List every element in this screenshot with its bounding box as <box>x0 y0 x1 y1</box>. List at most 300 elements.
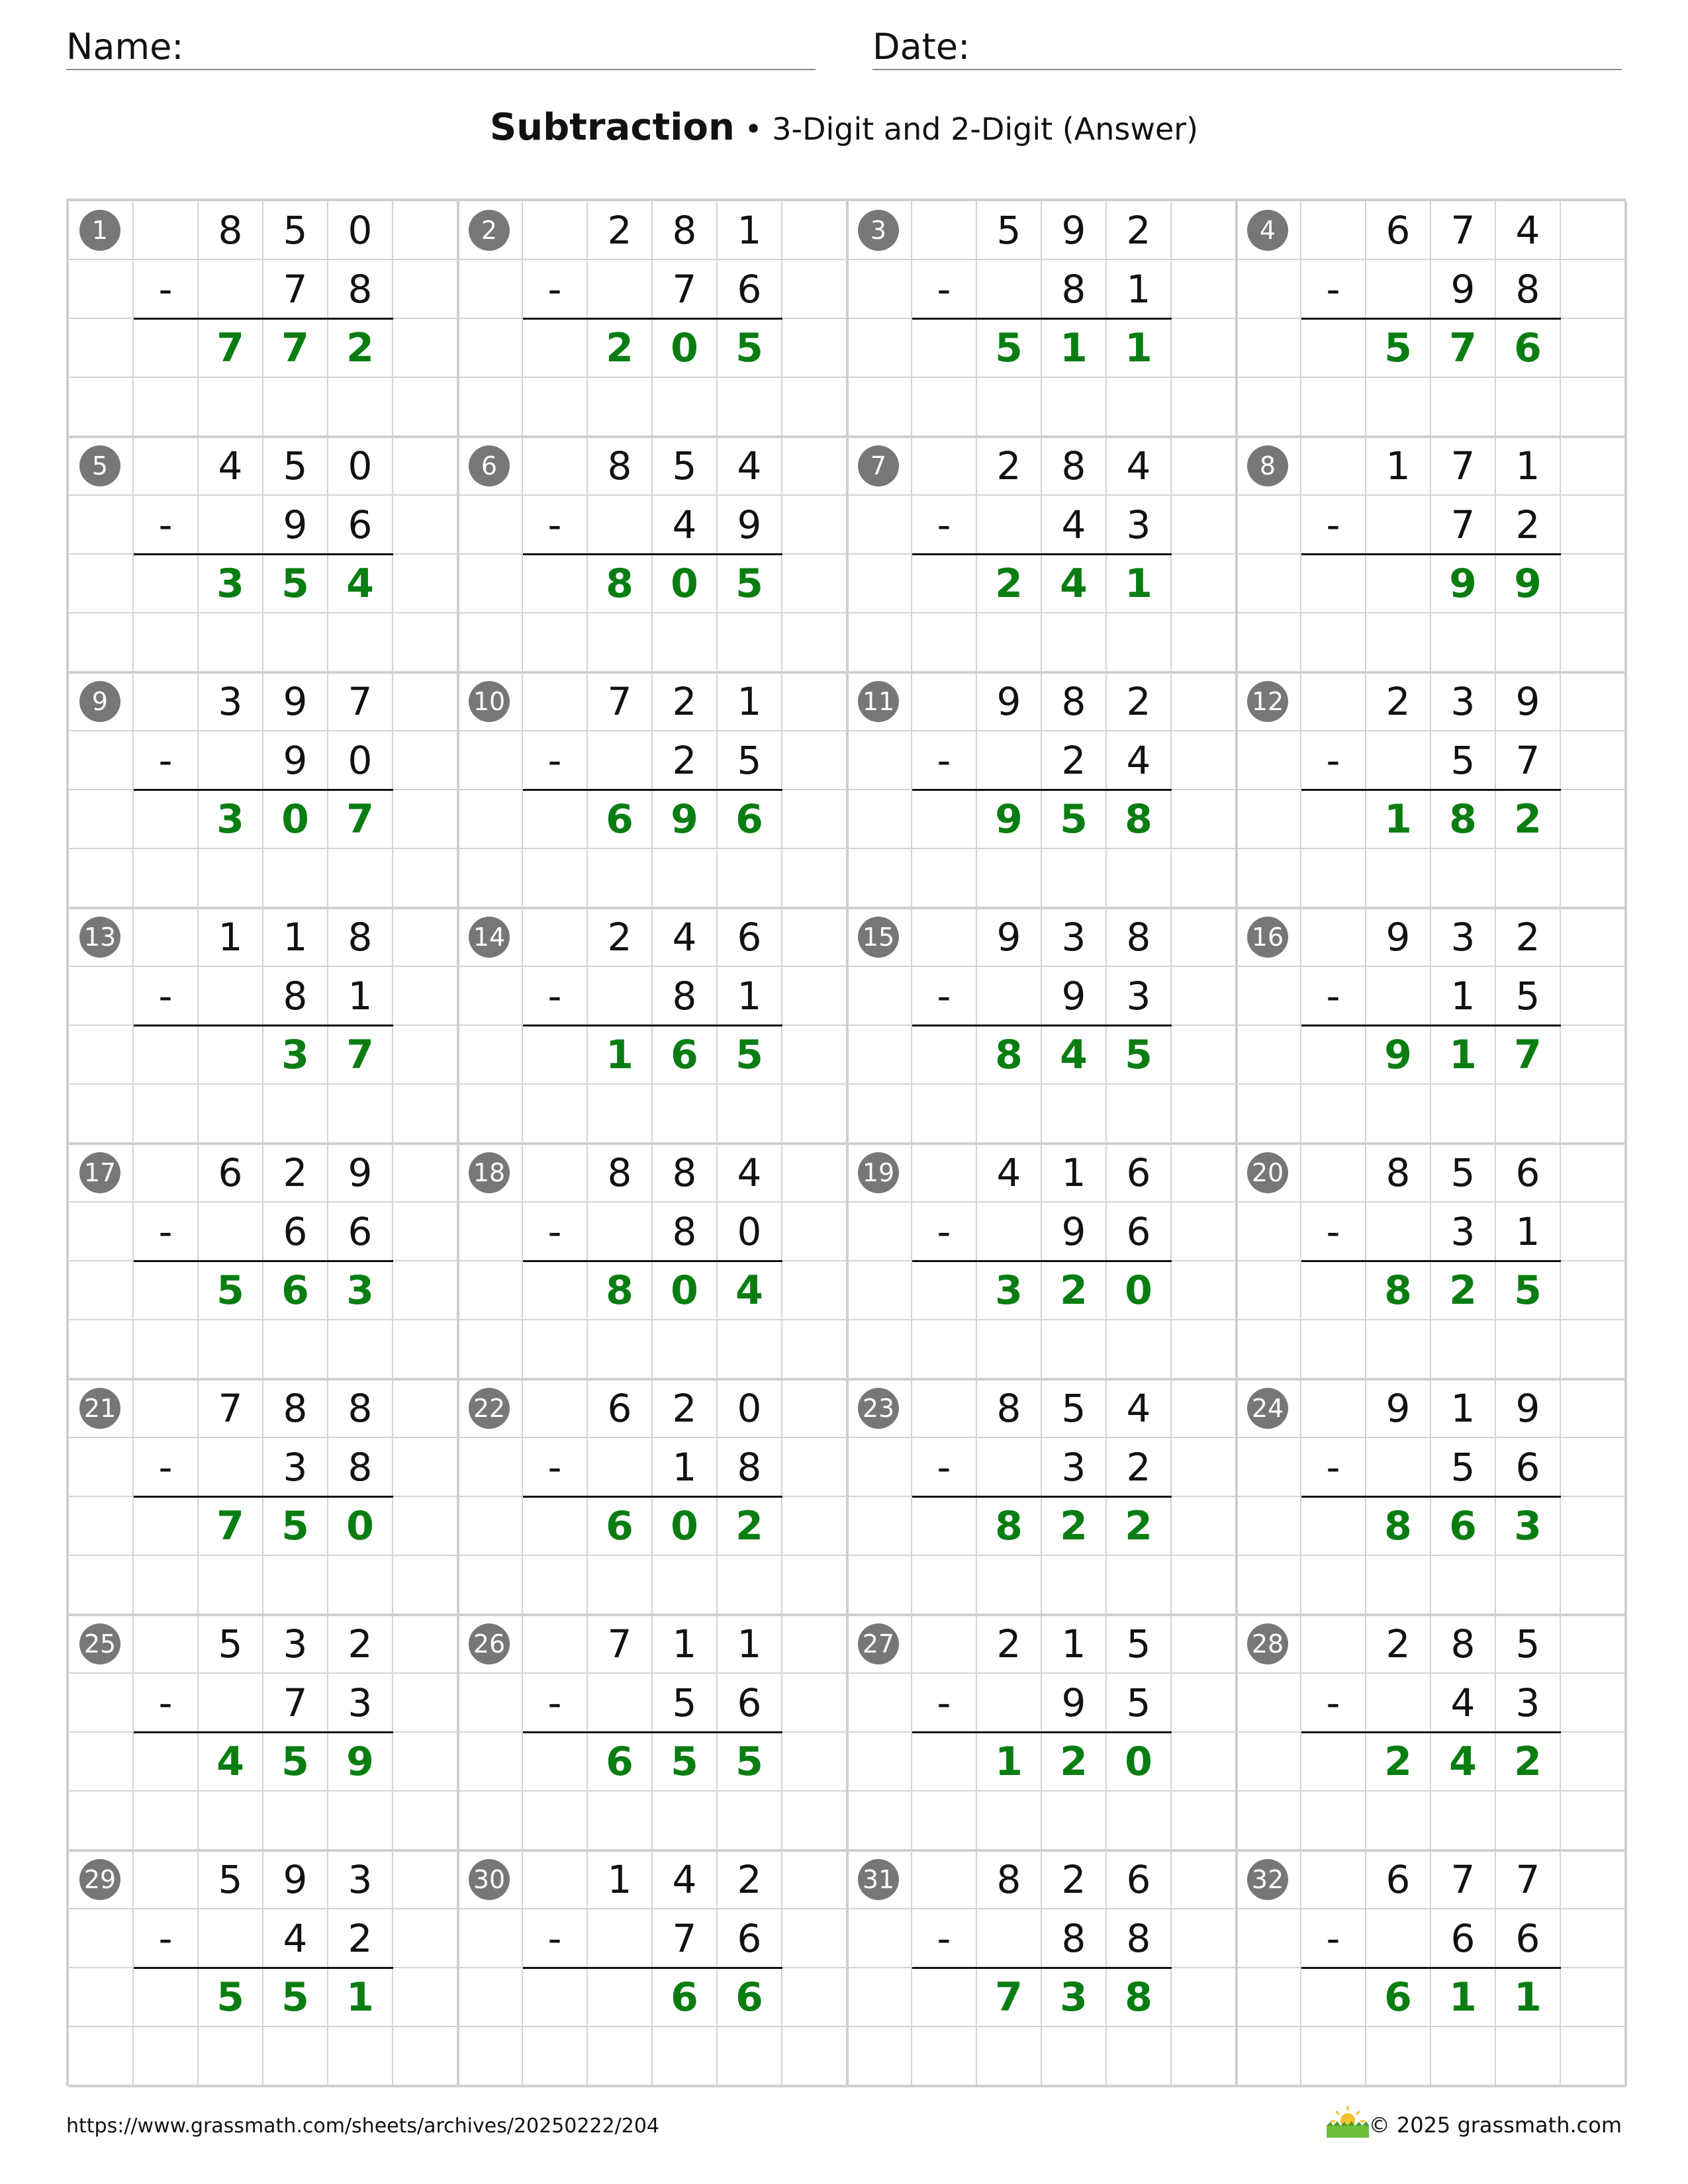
minus-sign: - <box>134 1438 199 1497</box>
subtrahend-digit: 8 <box>328 260 393 319</box>
answer-digit[interactable]: 4 <box>1042 1026 1107 1085</box>
answer-digit[interactable]: 7 <box>1431 319 1496 378</box>
minus-sign: - <box>912 1909 977 1968</box>
grid-cell <box>199 2027 263 2086</box>
grid-cell <box>1496 1792 1561 1850</box>
answer-rule-line <box>523 1496 782 1498</box>
answer-digit[interactable]: 5 <box>1107 1026 1172 1085</box>
grid-cell <box>912 790 977 849</box>
grid-cell <box>458 849 523 908</box>
answer-digit[interactable]: 5 <box>718 319 782 378</box>
grid-cell <box>782 672 847 731</box>
grid-cell <box>782 1792 847 1850</box>
grid-cell <box>1301 614 1366 672</box>
problem-19 <box>847 1144 1237 1379</box>
grid-cell <box>1237 378 1301 437</box>
grid-cell <box>1237 1968 1301 2027</box>
grid-cell <box>1042 1085 1107 1144</box>
answer-digit[interactable]: 5 <box>199 1261 263 1320</box>
grid-cell <box>458 555 523 614</box>
grid-cell <box>1042 849 1107 908</box>
answer-digit[interactable]: 7 <box>977 1968 1042 2027</box>
grid-cell <box>1301 1379 1366 1438</box>
grid-cell <box>199 1085 263 1144</box>
answer-digit[interactable]: 1 <box>1366 790 1431 849</box>
answer-digit[interactable]: 2 <box>328 319 393 378</box>
grid-cell <box>782 790 847 849</box>
answer-digit[interactable]: 5 <box>718 1733 782 1792</box>
grid-cell <box>847 731 912 790</box>
grid-cell <box>1237 1085 1301 1144</box>
answer-rule-line <box>912 789 1172 791</box>
problem-number-badge: 1 <box>79 210 120 251</box>
problem-number-badge: 27 <box>858 1623 899 1664</box>
problem-number-badge: 30 <box>469 1859 510 1900</box>
minuend-digit: 2 <box>977 437 1042 496</box>
grid-cell <box>847 1026 912 1085</box>
grid-cell <box>1042 614 1107 672</box>
grid-cell <box>718 2027 782 2086</box>
answer-digit[interactable]: 3 <box>328 1261 393 1320</box>
date-field[interactable] <box>872 24 1622 70</box>
answer-digit[interactable]: 6 <box>263 1261 328 1320</box>
answer-digit[interactable]: 5 <box>1366 319 1431 378</box>
grid-cell <box>718 378 782 437</box>
answer-digit[interactable]: 6 <box>1496 319 1561 378</box>
problem-number-badge: 4 <box>1247 210 1288 251</box>
grid-cell <box>199 1909 263 1968</box>
minuend-digit: 6 <box>1107 1850 1172 1909</box>
grid-cell <box>1561 496 1626 555</box>
minuend-digit: 0 <box>718 1379 782 1438</box>
grid-cell <box>588 614 653 672</box>
minuend-digit: 8 <box>977 1850 1042 1909</box>
grid-cell <box>1301 790 1366 849</box>
grid-cell <box>393 201 458 260</box>
grid-cell <box>458 260 523 319</box>
grid-cell <box>1172 319 1237 378</box>
answer-digit[interactable]: 7 <box>328 1026 393 1085</box>
minuend-digit: 2 <box>328 1615 393 1674</box>
grid-cell <box>847 1261 912 1320</box>
grid-cell <box>782 731 847 790</box>
grid-cell <box>69 1556 134 1615</box>
grid-cell <box>847 1674 912 1733</box>
grid-cell <box>458 1026 523 1085</box>
grid-cell <box>912 1379 977 1438</box>
answer-digit[interactable]: 6 <box>1366 1968 1431 2027</box>
grid-cell <box>782 1085 847 1144</box>
problem-number-badge: 22 <box>469 1388 510 1429</box>
answer-digit[interactable]: 8 <box>1366 1497 1431 1556</box>
answer-digit[interactable]: 7 <box>199 1497 263 1556</box>
answer-digit[interactable]: 3 <box>199 790 263 849</box>
answer-digit[interactable]: 5 <box>1042 790 1107 849</box>
block-divider-horizontal <box>69 671 1626 674</box>
grid-cell <box>523 437 588 496</box>
grid-cell <box>263 1556 328 1615</box>
answer-digit[interactable]: 6 <box>653 1026 718 1085</box>
grid-cell <box>393 1792 458 1850</box>
minuend-digit: 4 <box>977 1144 1042 1203</box>
subtrahend-digit: 3 <box>263 1438 328 1497</box>
answer-digit[interactable]: 0 <box>653 1497 718 1556</box>
grid-cell <box>1496 1085 1561 1144</box>
grid-cell <box>1107 614 1172 672</box>
grid-cell <box>393 849 458 908</box>
problem-number-badge: 9 <box>79 681 120 722</box>
grid-cell <box>782 1438 847 1497</box>
answer-digit[interactable]: 8 <box>1431 790 1496 849</box>
grid-cell <box>69 1438 134 1497</box>
answer-digit[interactable]: 6 <box>653 1968 718 2027</box>
answer-digit[interactable]: 2 <box>977 555 1042 614</box>
grid-cell <box>847 1733 912 1792</box>
minuend-digit: 0 <box>328 437 393 496</box>
answer-digit[interactable]: 0 <box>328 1497 393 1556</box>
grid-cell <box>912 378 977 437</box>
problem-number-badge: 15 <box>858 917 899 958</box>
grid-cell <box>263 1085 328 1144</box>
subtrahend-digit: 6 <box>328 496 393 555</box>
problem-24 <box>1237 1379 1626 1615</box>
problem-number-badge: 18 <box>469 1152 510 1193</box>
answer-digit[interactable]: 4 <box>1431 1733 1496 1792</box>
subtrahend-digit: 4 <box>1431 1674 1496 1733</box>
answer-digit[interactable]: 1 <box>1042 319 1107 378</box>
grid-cell <box>1172 1320 1237 1379</box>
minuend-digit: 8 <box>1042 672 1107 731</box>
answer-digit[interactable]: 5 <box>199 1968 263 2027</box>
grid-cell <box>588 1085 653 1144</box>
grid-cell <box>653 1320 718 1379</box>
grid-cell <box>718 1320 782 1379</box>
answer-digit[interactable]: 3 <box>977 1261 1042 1320</box>
minuend-digit: 1 <box>718 201 782 260</box>
grid-cell <box>912 1968 977 2027</box>
grid-cell <box>458 1674 523 1733</box>
minuend-digit: 5 <box>1107 1615 1172 1674</box>
grid-cell <box>69 319 134 378</box>
grid-cell <box>588 378 653 437</box>
answer-digit[interactable]: 2 <box>1496 790 1561 849</box>
minuend-digit: 5 <box>199 1615 263 1674</box>
answer-digit[interactable]: 5 <box>263 1968 328 2027</box>
answer-digit[interactable]: 9 <box>1496 555 1561 614</box>
grid-cell <box>1301 437 1366 496</box>
grid-cell <box>393 1026 458 1085</box>
grid-cell <box>1107 1085 1172 1144</box>
minuend-digit: 9 <box>1366 1379 1431 1438</box>
answer-digit[interactable]: 2 <box>1042 1733 1107 1792</box>
problem-number-badge: 24 <box>1247 1388 1288 1429</box>
answer-digit[interactable]: 3 <box>1496 1497 1561 1556</box>
minuend-digit: 2 <box>1366 672 1431 731</box>
answer-digit[interactable]: 9 <box>653 790 718 849</box>
minuend-digit: 3 <box>1431 672 1496 731</box>
answer-rule-line <box>523 318 782 320</box>
answer-digit[interactable]: 1 <box>1431 1968 1496 2027</box>
grid-cell <box>523 790 588 849</box>
grid-cell <box>782 378 847 437</box>
grid-cell <box>1172 1850 1237 1909</box>
answer-digit[interactable]: 5 <box>263 555 328 614</box>
grid-cell <box>1172 555 1237 614</box>
subtrahend-digit: 6 <box>718 260 782 319</box>
answer-digit[interactable]: 4 <box>718 1261 782 1320</box>
grid-cell <box>1172 908 1237 967</box>
grid-cell <box>1237 496 1301 555</box>
minus-sign: - <box>523 260 588 319</box>
minus-sign: - <box>523 731 588 790</box>
problem-31 <box>847 1850 1237 2086</box>
minuend-digit: 8 <box>588 437 653 496</box>
grid-cell <box>1431 614 1496 672</box>
grid-cell <box>134 1085 199 1144</box>
answer-digit[interactable]: 4 <box>1042 555 1107 614</box>
grid-cell <box>1237 319 1301 378</box>
grid-cell <box>1237 2027 1301 2086</box>
minuend-digit: 5 <box>1431 1144 1496 1203</box>
answer-digit[interactable]: 1 <box>1107 555 1172 614</box>
answer-digit[interactable]: 7 <box>199 319 263 378</box>
grid-cell <box>263 1792 328 1850</box>
answer-digit[interactable]: 6 <box>718 1968 782 2027</box>
grid-cell <box>1237 1909 1301 1968</box>
answer-rule-line <box>134 1496 393 1498</box>
grid-cell <box>1366 1674 1431 1733</box>
grid-cell <box>134 2027 199 2086</box>
grid-cell <box>393 908 458 967</box>
minuend-digit: 8 <box>1366 1144 1431 1203</box>
answer-digit[interactable]: 1 <box>1431 1026 1496 1085</box>
subtrahend-digit: 9 <box>1042 1674 1107 1733</box>
answer-digit[interactable]: 6 <box>588 1733 653 1792</box>
answer-digit[interactable]: 1 <box>588 1026 653 1085</box>
answer-digit[interactable]: 3 <box>1042 1968 1107 2027</box>
answer-digit[interactable]: 5 <box>718 555 782 614</box>
answer-digit[interactable]: 9 <box>1366 1026 1431 1085</box>
answer-digit[interactable]: 4 <box>328 555 393 614</box>
answer-digit[interactable]: 2 <box>1042 1497 1107 1556</box>
answer-digit[interactable]: 1 <box>1107 319 1172 378</box>
minuend-digit: 2 <box>653 672 718 731</box>
grid-cell <box>718 1556 782 1615</box>
grid-cell <box>1561 1556 1626 1615</box>
subtrahend-digit: 9 <box>1042 967 1107 1026</box>
answer-digit[interactable]: 2 <box>718 1497 782 1556</box>
grid-cell <box>199 1026 263 1085</box>
problem-5 <box>69 437 458 672</box>
answer-digit[interactable]: 8 <box>588 1261 653 1320</box>
answer-digit[interactable]: 8 <box>588 555 653 614</box>
grid-cell <box>847 1909 912 1968</box>
grid-cell <box>912 201 977 260</box>
answer-digit[interactable]: 2 <box>1496 1733 1561 1792</box>
answer-digit[interactable]: 0 <box>653 1261 718 1320</box>
answer-rule-line <box>523 789 782 791</box>
subtrahend-digit: 7 <box>653 260 718 319</box>
problem-number-badge: 8 <box>1247 445 1288 486</box>
grid-cell <box>1172 1792 1237 1850</box>
answer-digit[interactable]: 5 <box>718 1026 782 1085</box>
minuend-digit: 2 <box>263 1144 328 1203</box>
answer-digit[interactable]: 4 <box>199 1733 263 1792</box>
answer-digit[interactable]: 5 <box>653 1733 718 1792</box>
answer-digit[interactable]: 6 <box>588 790 653 849</box>
answer-digit[interactable]: 2 <box>588 319 653 378</box>
grid-cell <box>718 849 782 908</box>
grid-cell <box>393 1968 458 2027</box>
problem-9 <box>69 672 458 908</box>
answer-rule-line <box>912 1967 1172 1969</box>
answer-rule-line <box>134 553 393 555</box>
answer-digit[interactable]: 6 <box>1431 1497 1496 1556</box>
grid-cell <box>393 555 458 614</box>
grid-cell <box>1172 1556 1237 1615</box>
minuend-digit: 4 <box>1107 437 1172 496</box>
grid-cell <box>458 496 523 555</box>
answer-digit[interactable]: 1 <box>328 1968 393 2027</box>
answer-digit[interactable]: 7 <box>263 319 328 378</box>
grid-cell <box>458 1792 523 1850</box>
grid-cell <box>69 496 134 555</box>
answer-digit[interactable]: 0 <box>1107 1261 1172 1320</box>
grid-cell <box>1042 1556 1107 1615</box>
grid-cell <box>1561 731 1626 790</box>
footer-url[interactable]: https://www.grassmath.com/sheets/archives/20250222/204 <box>66 2115 660 2138</box>
answer-digit[interactable]: 8 <box>1107 1968 1172 2027</box>
grid-cell <box>588 731 653 790</box>
grid-cell <box>1366 1556 1431 1615</box>
minuend-digit: 4 <box>653 908 718 967</box>
answer-digit[interactable]: 2 <box>1042 1261 1107 1320</box>
grid-cell <box>134 1320 199 1379</box>
grid-cell <box>588 1556 653 1615</box>
grid-cell <box>1366 1320 1431 1379</box>
grid-cell <box>912 1085 977 1144</box>
answer-digit[interactable]: 0 <box>263 790 328 849</box>
footer-copyright: © 2025 grassmath.com <box>1368 2113 1622 2138</box>
problem-15 <box>847 908 1237 1144</box>
minuend-digit: 4 <box>199 437 263 496</box>
answer-rule-line <box>912 1496 1172 1498</box>
answer-digit[interactable]: 1 <box>1496 1968 1561 2027</box>
grid-cell <box>1561 378 1626 437</box>
problem-17 <box>69 1144 458 1379</box>
grid-cell <box>1366 849 1431 908</box>
minuend-digit: 5 <box>1496 1615 1561 1674</box>
answer-rule-line <box>523 1731 782 1733</box>
grid-cell <box>69 1968 134 2027</box>
grid-cell <box>1237 790 1301 849</box>
grid-cell <box>523 1379 588 1438</box>
answer-digit[interactable]: 9 <box>977 790 1042 849</box>
answer-digit[interactable]: 7 <box>1496 1026 1561 1085</box>
answer-digit[interactable]: 5 <box>1496 1261 1561 1320</box>
answer-digit[interactable]: 5 <box>263 1733 328 1792</box>
grid-cell <box>847 1968 912 2027</box>
minuend-digit: 2 <box>718 1850 782 1909</box>
answer-digit[interactable]: 2 <box>1431 1261 1496 1320</box>
minus-sign: - <box>134 967 199 1026</box>
minuend-digit: 1 <box>199 908 263 967</box>
grid-cell <box>1301 1556 1366 1615</box>
grid-cell <box>1301 201 1366 260</box>
grid-cell <box>1172 1085 1237 1144</box>
problem-28 <box>1237 1615 1626 1850</box>
subtrahend-digit: 8 <box>718 1438 782 1497</box>
grid-cell <box>134 908 199 967</box>
answer-digit[interactable]: 8 <box>1107 790 1172 849</box>
answer-digit[interactable]: 8 <box>977 1497 1042 1556</box>
subtrahend-digit: 2 <box>653 731 718 790</box>
answer-digit[interactable]: 2 <box>1366 1733 1431 1792</box>
name-field[interactable] <box>66 24 816 70</box>
minuend-digit: 4 <box>1107 1379 1172 1438</box>
answer-digit[interactable]: 0 <box>1107 1733 1172 1792</box>
minuend-digit: 7 <box>1431 1850 1496 1909</box>
answer-digit[interactable]: 3 <box>199 555 263 614</box>
answer-digit[interactable]: 5 <box>263 1497 328 1556</box>
grid-cell <box>1301 319 1366 378</box>
grid-cell <box>523 1850 588 1909</box>
answer-rule-line <box>1301 1024 1561 1026</box>
answer-digit[interactable]: 5 <box>977 319 1042 378</box>
answer-digit[interactable]: 6 <box>588 1497 653 1556</box>
minuend-digit: 8 <box>588 1144 653 1203</box>
block-divider-horizontal <box>69 435 1626 438</box>
problem-grid <box>66 199 1626 2086</box>
grid-cell <box>977 614 1042 672</box>
subtrahend-digit: 7 <box>653 1909 718 1968</box>
grid-cell <box>1172 731 1237 790</box>
minuend-digit: 1 <box>1431 1379 1496 1438</box>
answer-digit[interactable]: 1 <box>977 1733 1042 1792</box>
grid-cell <box>69 790 134 849</box>
answer-digit[interactable]: 3 <box>263 1026 328 1085</box>
grid-cell <box>523 1968 588 2027</box>
subtrahend-digit: 9 <box>1431 260 1496 319</box>
grid-cell <box>134 437 199 496</box>
subtrahend-digit: 3 <box>1107 496 1172 555</box>
grid-cell <box>1107 1320 1172 1379</box>
grid-cell <box>847 1497 912 1556</box>
answer-digit[interactable]: 2 <box>1107 1497 1172 1556</box>
answer-digit[interactable]: 6 <box>718 790 782 849</box>
grid-cell <box>782 2027 847 2086</box>
grid-cell <box>782 1320 847 1379</box>
answer-digit[interactable]: 8 <box>1366 1261 1431 1320</box>
grid-cell <box>458 1556 523 1615</box>
grid-cell <box>1301 1850 1366 1909</box>
answer-digit[interactable]: 9 <box>1431 555 1496 614</box>
sun-over-grass-icon <box>1324 2103 1372 2139</box>
grid-cell <box>1301 1085 1366 1144</box>
answer-digit[interactable]: 8 <box>977 1026 1042 1085</box>
grid-cell <box>912 1320 977 1379</box>
answer-digit[interactable]: 7 <box>328 790 393 849</box>
grid-cell <box>1237 1320 1301 1379</box>
grid-cell <box>69 849 134 908</box>
answer-digit[interactable]: 0 <box>653 319 718 378</box>
grid-cell <box>977 1556 1042 1615</box>
answer-digit[interactable]: 0 <box>653 555 718 614</box>
name-label: Name: <box>66 26 184 68</box>
grid-cell <box>1366 555 1431 614</box>
problem-number-badge: 17 <box>79 1152 120 1193</box>
answer-digit[interactable]: 9 <box>328 1733 393 1792</box>
